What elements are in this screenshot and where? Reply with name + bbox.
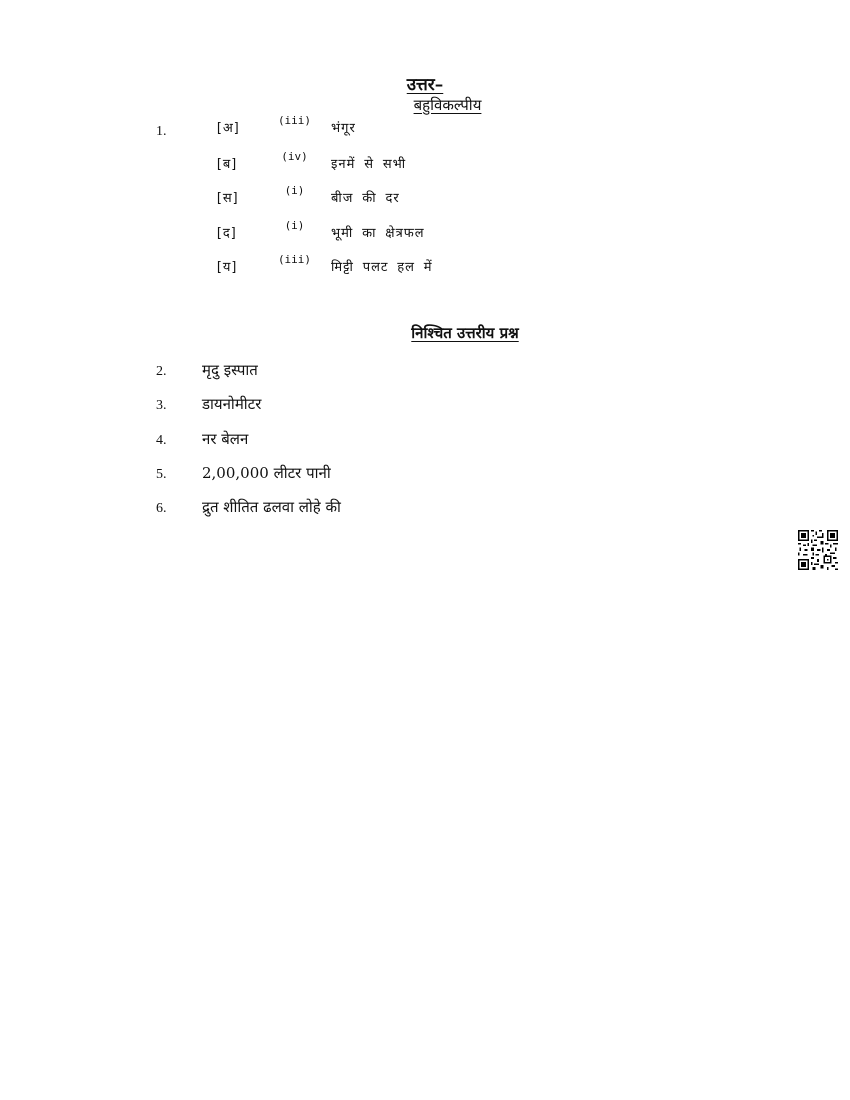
mcq-roman-choice: (iii) (277, 114, 312, 127)
short-answer-text: डायनोमीटर (202, 395, 262, 413)
short-answer-row (0, 429, 850, 451)
question-number: 6. (156, 501, 167, 516)
mcq-answer-text: इनमें से सभी (331, 157, 407, 172)
mcq-row (0, 184, 850, 208)
mcq-option-label: [अ] (215, 121, 241, 136)
qr-code (798, 530, 838, 570)
mcq-roman-choice: (iv) (281, 150, 308, 163)
mcq-option-label: [स] (215, 191, 240, 206)
question-number: 2. (156, 364, 167, 379)
mcq-roman-choice: (iii) (277, 253, 312, 266)
short-answer-row (0, 497, 850, 519)
question-number: 4. (156, 433, 167, 448)
question-number: 5. (156, 467, 167, 482)
mcq-row (0, 219, 850, 243)
answer-title: उत्तर– (406, 75, 444, 95)
mcq-roman-choice: (i) (284, 184, 305, 197)
mcq-row (0, 150, 850, 174)
mcq-answer-text: बीज की दर (331, 191, 400, 206)
short-answer-row (0, 360, 850, 382)
mcq-answer-text: मिट्टी पलट हल में (331, 260, 433, 275)
mcq-row (0, 253, 850, 277)
short-answer-text: 2,00,000 लीटर पानी (202, 464, 331, 482)
mcq-roman-choice: (i) (284, 219, 305, 232)
mcq-option-label: [द] (215, 226, 238, 241)
short-answer-text: मृदु इस्पात (202, 361, 258, 379)
question-number: 3. (156, 398, 167, 413)
mcq-option-label: [ब] (215, 157, 239, 172)
mcq-option-label: [य] (215, 260, 239, 275)
mcq-question-number: 1. (156, 124, 167, 139)
short-answer-text: नर बेलन (202, 430, 249, 448)
short-answer-text: द्रुत शीतित ढलवा लोहे की (202, 498, 341, 516)
mcq-heading: बहुविकल्पीय (413, 96, 482, 114)
short-answer-row (0, 394, 850, 416)
short-answer-heading: निश्चित उत्तरीय प्रश्न (411, 324, 519, 342)
mcq-answer-text: भंगूर (331, 121, 356, 136)
mcq-answer-text: भूमी का क्षेत्रफल (331, 226, 425, 241)
mcq-row (0, 114, 850, 138)
short-answer-row (0, 463, 850, 485)
